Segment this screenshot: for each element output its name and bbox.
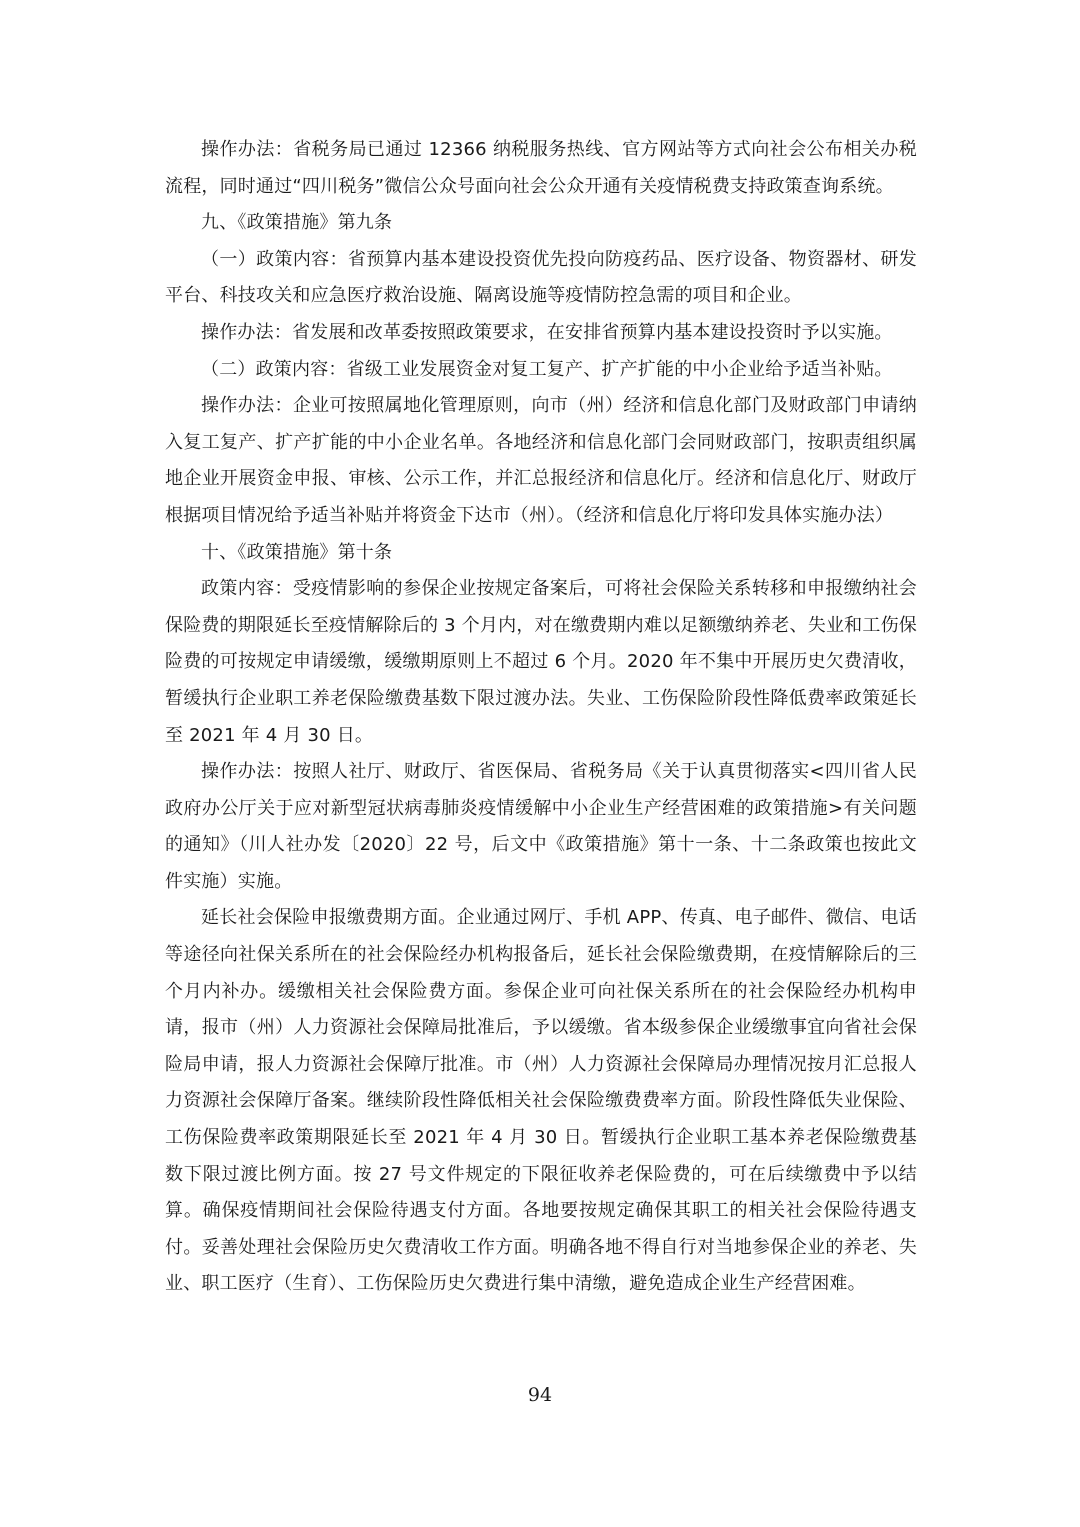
paragraph-operation-method-tax: 操作办法：省税务局已通过 12366 纳税服务热线、官方网站等方式向社会公布相关办税流程，同时通过“四川税务”微信公众号面向社会公众开通有关疫情税费支持政策查询系统。: [165, 139, 917, 197]
page-number: 94: [527, 1384, 553, 1406]
paragraph-article-9-policy-1: （一）政策内容：省预算内基本建设投资优先投向防疫药品、医疗设备、物资器材、研发平台、科技攻关和应急医疗救治设施、隔离设施等疫情防控急需的项目和企业。: [165, 248, 917, 307]
paragraph-social-insurance-details: 延长社会保险申报缴费期方面。企业通过网厅、手机 APP、传真、电子邮件、微信、电话等途径向社保关系所在的社会保险经办机构报备后，延长社会保险缴费期，在疫情解除后的三个月内补办。缓缴相关社会保险费方面。参保企业可向社保关系所在的社会保险经办机构申请，报市（州）人力资源社会保障局批准后，予以缓缴。省本级参保企业缓缴事宜向省社会保险局申请，报人力资源社会保障厅批准。市（州）人力资源社会保障局办理情况按月汇总报人力资源社会保障厅备案。继续阶段性降低相关社会保险缴费费率方面。阶段性降低失业保险、工伤保险费率政策期限延长至 2021 年 4 月 30 日。暂缓执行企业职工基本养老保险缴费基数下限过渡比例方面。按 27 号文件规定的下限征收养老保险费的，可在后续缴费中予以结算。确保疫情期间社会保险待遇支付方面。各地要按规定确保其职工的相关社会保险待遇支付。妥善处理社会保险历史欠费清收工作方面。明确各地不得自行对当地参保企业的养老、失业、职工医疗（生育）、工伤保险历史欠费进行集中清缴，避免造成企业生产经营困难。: [165, 907, 917, 1295]
paragraph-article-10-method: 操作办法：按照人社厅、财政厅、省医保局、省税务局《关于认真贯彻落实<四川省人民政府办公厅关于应对新型冠状病毒肺炎疫情缓解中小企业生产经营困难的政策措施>有关问题的通知》（川人社办发〔2020〕22 号，后文中《政策措施》第十一条、十二条政策也按此文件实施）实施。: [165, 761, 917, 892]
section-heading-article-10: 十、《政策措施》第十条: [201, 541, 393, 563]
section-heading-article-9: 九、《政策措施》第九条: [201, 212, 393, 234]
paragraph-article-9-policy-2: （二）政策内容：省级工业发展资金对复工复产、扩产扩能的中小企业给予适当补贴。: [201, 358, 893, 380]
paragraph-article-9-method-2: 操作办法：企业可按照属地化管理原则，向市（州）经济和信息化部门及财政部门申请纳入复工复产、扩产扩能的中小企业名单。各地经济和信息化部门会同财政部门，按职责组织属地企业开展资金申报、审核、公示工作，并汇总报经济和信息化厅。经济和信息化厅、财政厅根据项目情况给予适当补贴并将资金下达市（州）。（经济和信息化厅将印发具体实施办法）: [165, 395, 917, 526]
paragraph-article-10-policy: 政策内容：受疫情影响的参保企业按规定备案后，可将社会保险关系转移和申报缴纳社会保险费的期限延长至疫情解除后的 3 个月内，对在缴费期内难以足额缴纳养老、失业和工伤保险费的可按规定申请缓缴，缓缴期原则上不超过 6 个月。2020 年不集中开展历史欠费清收，暂缓执行企业职工养老保险缴费基数下限过渡办法。失业、工伤保险阶段性降低费率政策延长至 2021 年 4 月 30 日。: [165, 578, 917, 746]
paragraph-article-9-method-1: 操作办法：省发展和改革委按照政策要求，在安排省预算内基本建设投资时予以实施。: [201, 321, 893, 343]
document-body: [165, 132, 917, 1303]
